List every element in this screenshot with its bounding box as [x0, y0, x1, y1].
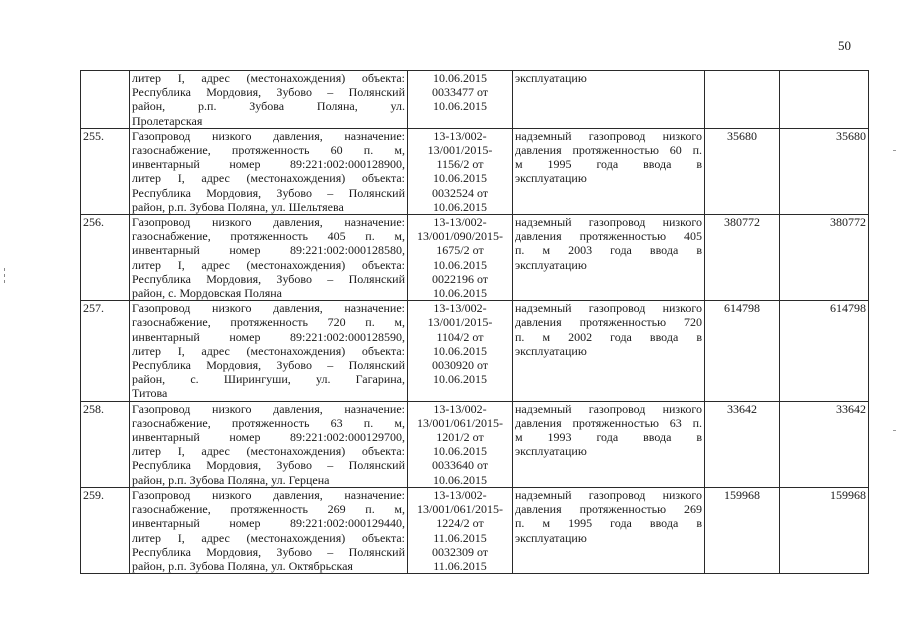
registration-record-cell	[408, 128, 513, 214]
description-line: Газопровод низкого давления, назначение:	[132, 487, 405, 502]
description-line: газоснабжение, протяженность 63 п. м,	[132, 415, 405, 430]
registration-line: 0022196 от	[431, 271, 489, 286]
registration-line: 13/001/061/2015-	[417, 502, 503, 517]
registration-record-cell	[408, 215, 513, 301]
registration-record-cell	[408, 487, 513, 573]
note-line: эксплуатацию	[515, 343, 587, 358]
note-line: п. м 2003 года ввода в	[515, 243, 702, 258]
description-line: Республика Мордовия, Зубово – Полянский	[132, 271, 405, 286]
description-line: инвентарный номер 89:221:002:000128900,	[132, 157, 405, 172]
table-row	[81, 401, 869, 487]
description-line: литер I, адрес (местонахождения) объекта:	[132, 444, 405, 459]
note-line: давления протяженностью 269	[515, 502, 702, 517]
table-row	[81, 301, 869, 401]
registration-line: 10.06.2015	[433, 472, 487, 487]
row-number-cell: 257.	[81, 301, 130, 401]
registration-line: 13/001/090/2015-	[417, 229, 503, 244]
note-line: эксплуатацию	[515, 71, 587, 85]
scan-mark	[893, 430, 896, 431]
note-line: п. м 1995 года ввода в	[515, 516, 702, 531]
scan-mark	[893, 150, 896, 151]
registration-line: 0033477 от	[431, 85, 489, 100]
registry-table	[80, 70, 869, 574]
object-description-cell	[130, 487, 408, 573]
registration-line: 10.06.2015	[433, 171, 487, 186]
value-cell-2: 380772	[780, 215, 869, 301]
registration-line: 1675/2 от	[436, 243, 484, 258]
registration-line: 10.06.2015	[433, 343, 487, 358]
technical-note-cell	[513, 128, 705, 214]
registration-line: 13-13/002-	[433, 487, 487, 502]
description-line: литер I, адрес (местонахождения) объекта:	[132, 71, 405, 85]
registration-line: 10.06.2015	[433, 444, 487, 459]
note-line: давления протяженностью 60 п.	[515, 143, 702, 158]
note-line: п. м 2002 года ввода в	[515, 329, 702, 344]
margin-tick	[4, 274, 5, 277]
note-line: эксплуатацию	[515, 444, 587, 459]
description-line: Республика Мордовия, Зубово – Полянский	[132, 544, 405, 559]
registration-line: 1224/2 от	[436, 516, 484, 531]
note-line: надземный газопровод низкого	[515, 215, 702, 230]
registration-line: 10.06.2015	[433, 71, 487, 85]
note-line: надземный газопровод низкого	[515, 401, 702, 416]
registration-record-cell	[408, 401, 513, 487]
object-description-cell	[130, 128, 408, 214]
registration-line: 1201/2 от	[436, 430, 484, 445]
registration-line: 1104/2 от	[436, 329, 484, 344]
description-line: Пролетарская	[132, 113, 203, 128]
registration-line: 0032309 от	[431, 544, 489, 559]
registration-line: 10.06.2015	[433, 257, 487, 272]
description-line: Республика Мордовия, Зубово – Полянский	[132, 85, 405, 100]
description-line: газоснабжение, протяженность 60 п. м,	[132, 143, 405, 158]
value-cell-2	[780, 71, 869, 129]
value-cell-2: 35680	[780, 128, 869, 214]
note-line: давления протяженностью 405	[515, 229, 702, 244]
note-line: эксплуатацию	[515, 530, 587, 545]
registration-line: 0033640 от	[431, 458, 489, 473]
description-line: Газопровод низкого давления, назначение:	[132, 128, 405, 143]
registry-table-body	[81, 71, 869, 574]
registration-line: 10.06.2015	[433, 372, 487, 387]
description-line: Газопровод низкого давления, назначение:	[132, 215, 405, 230]
row-number-cell: 255.	[81, 128, 130, 214]
note-line: давления протяженностью 63 п.	[515, 415, 702, 430]
description-line: Титова	[132, 386, 168, 401]
margin-tick	[4, 268, 5, 271]
note-line: надземный газопровод низкого	[515, 487, 702, 502]
description-line: газоснабжение, протяженность 405 п. м,	[132, 229, 405, 244]
description-line: инвентарный номер 89:221:002:000128590,	[132, 329, 405, 344]
registration-record-cell	[408, 301, 513, 401]
registration-line: 13-13/002-	[433, 215, 487, 230]
row-number-cell: 259.	[81, 487, 130, 573]
registration-line: 13-13/002-	[433, 301, 487, 316]
description-line: литер I, адрес (местонахождения) объекта:	[132, 257, 405, 272]
value-cell-2: 614798	[780, 301, 869, 401]
description-line: литер I, адрес (местонахождения) объекта:	[132, 171, 405, 186]
description-line: район, р.п. Зубова Поляна, ул. Герцена	[132, 472, 330, 487]
description-line: газоснабжение, протяженность 269 п. м,	[132, 502, 405, 517]
row-number-cell: 256.	[81, 215, 130, 301]
note-line: надземный газопровод низкого	[515, 301, 702, 316]
description-line: Газопровод низкого давления, назначение:	[132, 301, 405, 316]
object-description-cell	[130, 301, 408, 401]
object-description-cell	[130, 401, 408, 487]
value-cell: 33642	[705, 401, 780, 487]
value-cell-2: 159968	[780, 487, 869, 573]
table-row	[81, 128, 869, 214]
registration-line: 10.06.2015	[433, 199, 487, 214]
table-row	[81, 71, 869, 129]
description-line: Республика Мордовия, Зубово – Полянский	[132, 458, 405, 473]
registration-record-cell	[408, 71, 513, 129]
note-line: м 1993 года ввода в	[515, 430, 702, 445]
description-line: инвентарный номер 89:221:002:000129440,	[132, 516, 405, 531]
technical-note-cell	[513, 487, 705, 573]
description-line: район, р.п. Зубова Поляна, ул. Шельтяева	[132, 199, 344, 214]
row-number-cell	[81, 71, 130, 129]
description-line: район, р.п. Зубова Поляна, ул.	[132, 99, 405, 114]
registration-line: 13-13/002-	[433, 128, 487, 143]
table-row	[81, 215, 869, 301]
description-line: инвентарный номер 89:221:002:000129700,	[132, 430, 405, 445]
description-line: район, р.п. Зубова Поляна, ул. Октябрьская	[132, 558, 353, 573]
registration-line: 11.06.2015	[433, 558, 487, 573]
description-line: Республика Мордовия, Зубово – Полянский	[132, 358, 405, 373]
registration-line: 13/001/2015-	[427, 143, 493, 158]
description-line: газоснабжение, протяженность 720 п. м,	[132, 315, 405, 330]
note-line: м 1995 года ввода в	[515, 157, 702, 172]
description-line: район, с. Мордовская Поляна	[132, 286, 282, 301]
value-cell: 35680	[705, 128, 780, 214]
description-line: Республика Мордовия, Зубово – Полянский	[132, 185, 405, 200]
note-line: надземный газопровод низкого	[515, 128, 702, 143]
registration-line: 0032524 от	[431, 185, 489, 200]
object-description-cell	[130, 71, 408, 129]
value-cell: 380772	[705, 215, 780, 301]
value-cell: 614798	[705, 301, 780, 401]
registration-line: 10.06.2015	[433, 286, 487, 301]
registration-line: 11.06.2015	[433, 530, 487, 545]
technical-note-cell	[513, 301, 705, 401]
value-cell	[705, 71, 780, 129]
description-line: литер I, адрес (местонахождения) объекта:	[132, 343, 405, 358]
technical-note-cell	[513, 215, 705, 301]
registration-line: 10.06.2015	[433, 99, 487, 114]
description-line: район, с. Ширингуши, ул. Гагарина,	[132, 372, 405, 387]
registration-line: 1156/2 от	[436, 157, 484, 172]
registration-line: 13/001/2015-	[427, 315, 493, 330]
description-line: инвентарный номер 89:221:002:000128580,	[132, 243, 405, 258]
registration-line: 13-13/002-	[433, 401, 487, 416]
row-number-cell: 258.	[81, 401, 130, 487]
margin-tick	[4, 280, 5, 283]
technical-note-cell	[513, 71, 705, 129]
value-cell: 159968	[705, 487, 780, 573]
page-number: 50	[838, 38, 851, 53]
object-description-cell	[130, 215, 408, 301]
registration-line: 0030920 от	[431, 358, 489, 373]
note-line: давления протяженностью 720	[515, 315, 702, 330]
description-line: Газопровод низкого давления, назначение:	[132, 401, 405, 416]
description-line: литер I, адрес (местонахождения) объекта:	[132, 530, 405, 545]
note-line: эксплуатацию	[515, 171, 587, 186]
value-cell-2: 33642	[780, 401, 869, 487]
technical-note-cell	[513, 401, 705, 487]
note-line: эксплуатацию	[515, 257, 587, 272]
table-row	[81, 487, 869, 573]
registration-line: 13/001/061/2015-	[417, 415, 503, 430]
